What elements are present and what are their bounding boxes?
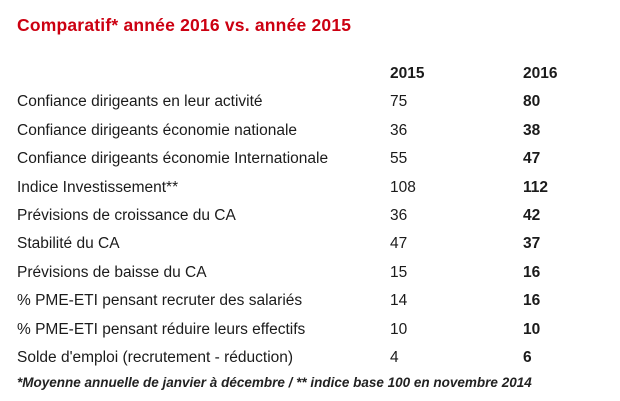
value-2015: 10 xyxy=(390,320,408,338)
value-2015: 55 xyxy=(390,150,408,168)
comparison-table xyxy=(17,60,620,372)
value-2016: 80 xyxy=(523,93,541,111)
table-row xyxy=(17,287,620,315)
value-2016: 16 xyxy=(523,292,541,310)
table-row xyxy=(17,117,620,145)
value-2015: 75 xyxy=(390,93,408,111)
row-label: % PME-ETI pensant réduire leurs effectifs xyxy=(17,320,306,338)
column-header-2016: 2016 xyxy=(523,65,558,82)
table-row xyxy=(17,88,620,116)
row-label: Indice Investissement** xyxy=(17,178,179,196)
value-2015: 15 xyxy=(390,263,408,281)
row-label: Prévisions de baisse du CA xyxy=(17,263,207,281)
value-2016: 16 xyxy=(523,263,541,281)
table-row xyxy=(17,202,620,230)
value-2016: 47 xyxy=(523,150,541,168)
column-header-2015: 2015 xyxy=(390,65,425,82)
value-2016: 38 xyxy=(523,121,541,139)
table-row xyxy=(17,259,620,287)
value-2016: 112 xyxy=(523,178,549,196)
table-row xyxy=(17,174,620,202)
row-label: Confiance dirigeants économie nationale xyxy=(17,121,298,139)
row-label: Confiance dirigeants économie Internationale xyxy=(17,150,329,168)
table-row xyxy=(17,230,620,258)
value-2016: 10 xyxy=(523,320,541,338)
table-row xyxy=(17,145,620,173)
row-label: Stabilité du CA xyxy=(17,235,120,253)
value-2016: 6 xyxy=(523,348,532,366)
row-label: Confiance dirigeants en leur activité xyxy=(17,93,263,111)
row-label: % PME-ETI pensant recruter des salariés xyxy=(17,292,303,310)
value-2015: 14 xyxy=(390,292,408,310)
value-2015: 108 xyxy=(390,178,416,196)
value-2016: 37 xyxy=(523,235,541,253)
footnote: *Moyenne annuelle de janvier à décembre / ** indice base 100 en novembre 2014 xyxy=(17,375,532,391)
page-title: Comparatif* année 2016 vs. année 2015 xyxy=(17,15,352,35)
value-2015: 36 xyxy=(390,206,408,224)
row-label: Prévisions de croissance du CA xyxy=(17,206,236,224)
value-2015: 4 xyxy=(390,348,399,366)
value-2015: 47 xyxy=(390,235,408,253)
value-2015: 36 xyxy=(390,121,408,139)
row-label: Solde d'emploi (recrutement - réduction) xyxy=(17,348,294,366)
table-header-row xyxy=(17,60,620,88)
table-row xyxy=(17,344,620,372)
table-row xyxy=(17,316,620,344)
value-2016: 42 xyxy=(523,206,541,224)
